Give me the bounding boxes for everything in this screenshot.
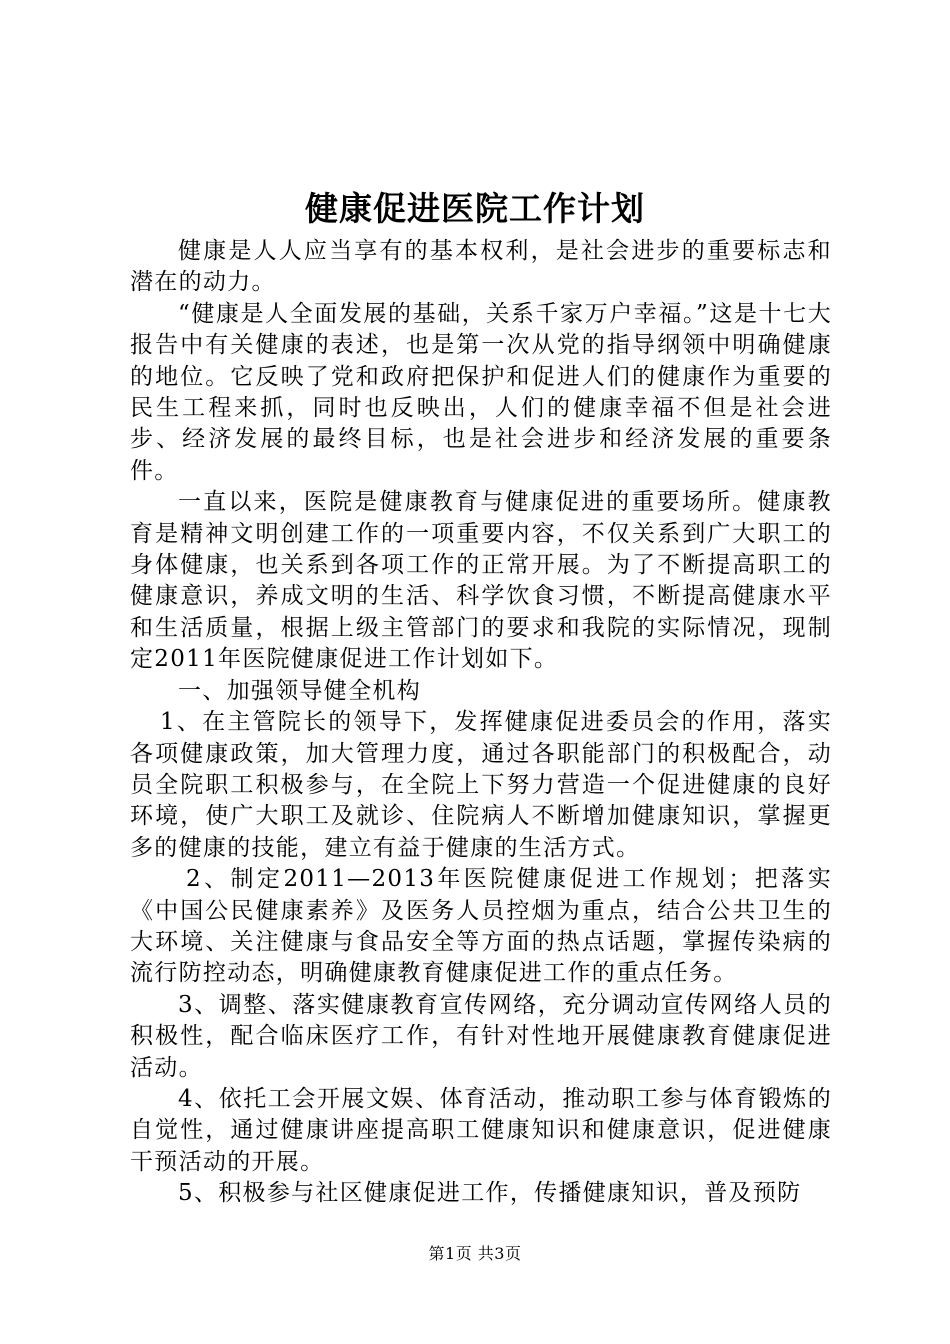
document-body (130, 236, 832, 1210)
paragraph-item-5: 5、积极参与社区健康促进工作，传播健康知识，普及预防 (178, 1180, 802, 1207)
paragraph-1: 健康是人人应当享有的基本权利，是社会进步的重要标志和潜在的动力。 (130, 238, 832, 296)
section-heading-1: 一、加强领导健全机构 (178, 677, 421, 704)
paragraph-item-2: 2、制定2011—2013年医院健康促进工作规划；把落实《中国公民健康素养》及医务人员控烟为重点，结合公共卫生的大环境、关注健康与食品安全等方面的热点话题，掌握传染病的流行防控动态，明确健康教育健康促进工作的重点任务。 (130, 866, 832, 987)
paragraph-2: “健康是人全面发展的基础，关系千家万户幸福。”这是十七大报告中有关健康的表述，也是第一次从党的指导纲领中明确健康的地位。它反映了党和政府把保护和促进人们的健康作为重要的民生工程来抓，同时也反映出，人们的健康幸福不但是社会进步、经济发展的最终目标，也是社会进步和经济发展的重要条件。 (130, 300, 832, 484)
paragraph-3: 一直以来，医院是健康教育与健康促进的重要场所。健康教育是精神文明创建工作的一项重要内容，不仅关系到广大职工的身体健康，也关系到各项工作的正常开展。为了不断提高职工的健康意识，养成文明的生活、科学饮食习惯，不断提高健康水平和生活质量，根据上级主管部门的要求和我院的实际情况，现制定2011年医院健康促进工作计划如下。 (130, 489, 832, 673)
paragraph-item-1: 1、在主管院长的领导下，发挥健康促进委员会的作用，落实各项健康政策，加大管理力度，通过各职能部门的积极配合，动员全院职工积极参与，在全院上下努力营造一个促进健康的良好环境，使广大职工及就诊、住院病人不断增加健康知识，掌握更多的健康的技能，建立有益于健康的生活方式。 (130, 709, 832, 861)
page-footer: 第1页 共3页 (428, 1244, 522, 1263)
document-title: 健康促进医院工作计划 (305, 189, 645, 228)
paragraph-item-3: 3、调整、落实健康教育宣传网络，充分调动宣传网络人员的积极性，配合临床医疗工作，有针对性地开展健康教育健康促进活动。 (130, 991, 832, 1081)
paragraph-item-4: 4、依托工会开展文娱、体育活动，推动职工参与体育锻炼的自觉性，通过健康讲座提高职工健康知识和健康意识，促进健康干预活动的开展。 (130, 1085, 832, 1175)
